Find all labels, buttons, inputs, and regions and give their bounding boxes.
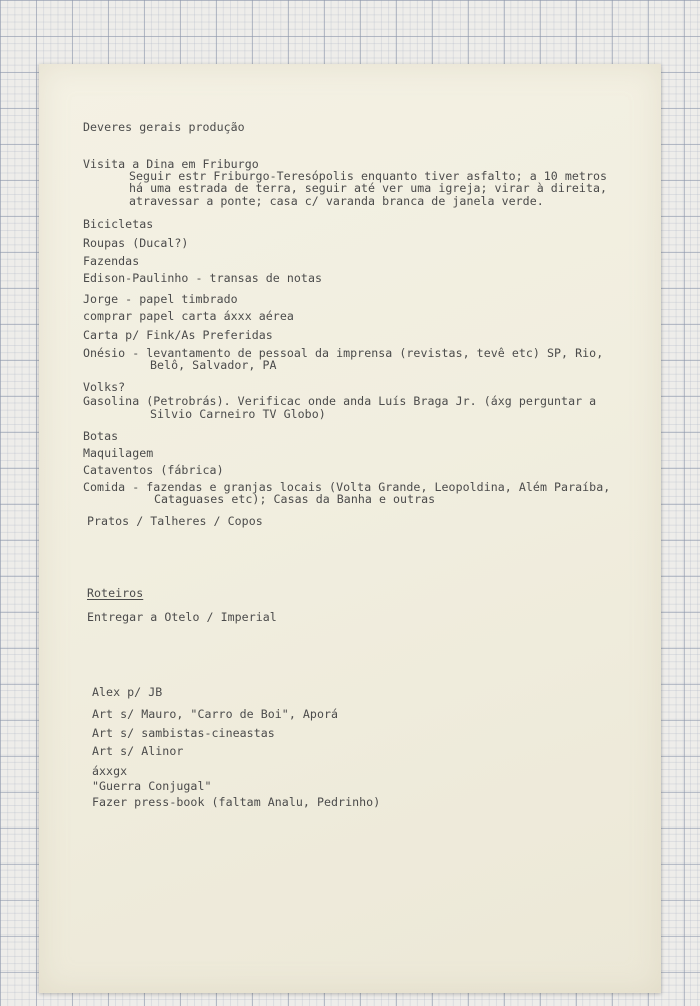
- list-item: Art s/ Mauro, "Carro de Boi", Aporá: [92, 707, 339, 721]
- list-item: Onésio - levantamento de pessoal da imprensa (revistas, tevê etc) SP, Rio,: [83, 346, 604, 360]
- list-item: Art s/ Alinor: [92, 744, 184, 758]
- document-title: Deveres gerais produção: [83, 120, 245, 134]
- list-item: Roupas (Ducal?): [83, 236, 189, 250]
- list-item: Bicicletas: [83, 217, 154, 231]
- list-item: há uma estrada de terra, seguir até ver uma igreja; virar à direita,: [129, 181, 608, 195]
- list-item: Botas: [83, 429, 119, 443]
- list-item: Visita a Dina em Friburgo: [83, 157, 259, 171]
- list-item: Maquilagem: [83, 446, 154, 460]
- list-item: Cataguases etc); Casas da Banha e outras: [154, 492, 436, 506]
- list-item: Edison-Paulinho - transas de notas: [83, 271, 323, 285]
- list-item: Volks?: [83, 380, 126, 394]
- list-item: Silvio Carneiro TV Globo): [150, 407, 326, 421]
- list-item: Seguir estr Friburgo-Teresópolis enquanto tiver asfalto; a 10 metros: [129, 169, 608, 183]
- list-item: Fazendas: [83, 254, 140, 268]
- list-item: Entregar a Otelo / Imperial: [87, 610, 277, 624]
- list-item: áxxgx: [92, 764, 128, 778]
- list-item: Carta p/ Fink/As Preferidas: [83, 328, 273, 342]
- list-item: comprar papel carta áxxx aérea: [83, 309, 294, 323]
- list-item: Pratos / Talheres / Copos: [87, 514, 263, 528]
- list-item: Cataventos (fábrica): [83, 463, 224, 477]
- list-item: Gasolina (Petrobrás). Verificac onde anda Luís Braga Jr. (áxg perguntar a: [83, 394, 597, 408]
- list-item: Alex p/ JB: [92, 685, 163, 699]
- list-item: Belô, Salvador, PA: [150, 358, 277, 372]
- list-item: Art s/ sambistas-cineastas: [92, 726, 275, 740]
- list-item: Fazer press-book (faltam Analu, Pedrinho): [92, 795, 381, 809]
- section-heading: Roteiros: [87, 586, 144, 600]
- list-item: atravessar a ponte; casa c/ varanda branca de janela verde.: [129, 194, 544, 208]
- list-item: Jorge - papel timbrado: [83, 292, 238, 306]
- list-item: "Guerra Conjugal": [92, 779, 212, 793]
- list-item: Comida - fazendas e granjas locais (Volta Grande, Leopoldina, Além Paraíba,: [83, 480, 611, 494]
